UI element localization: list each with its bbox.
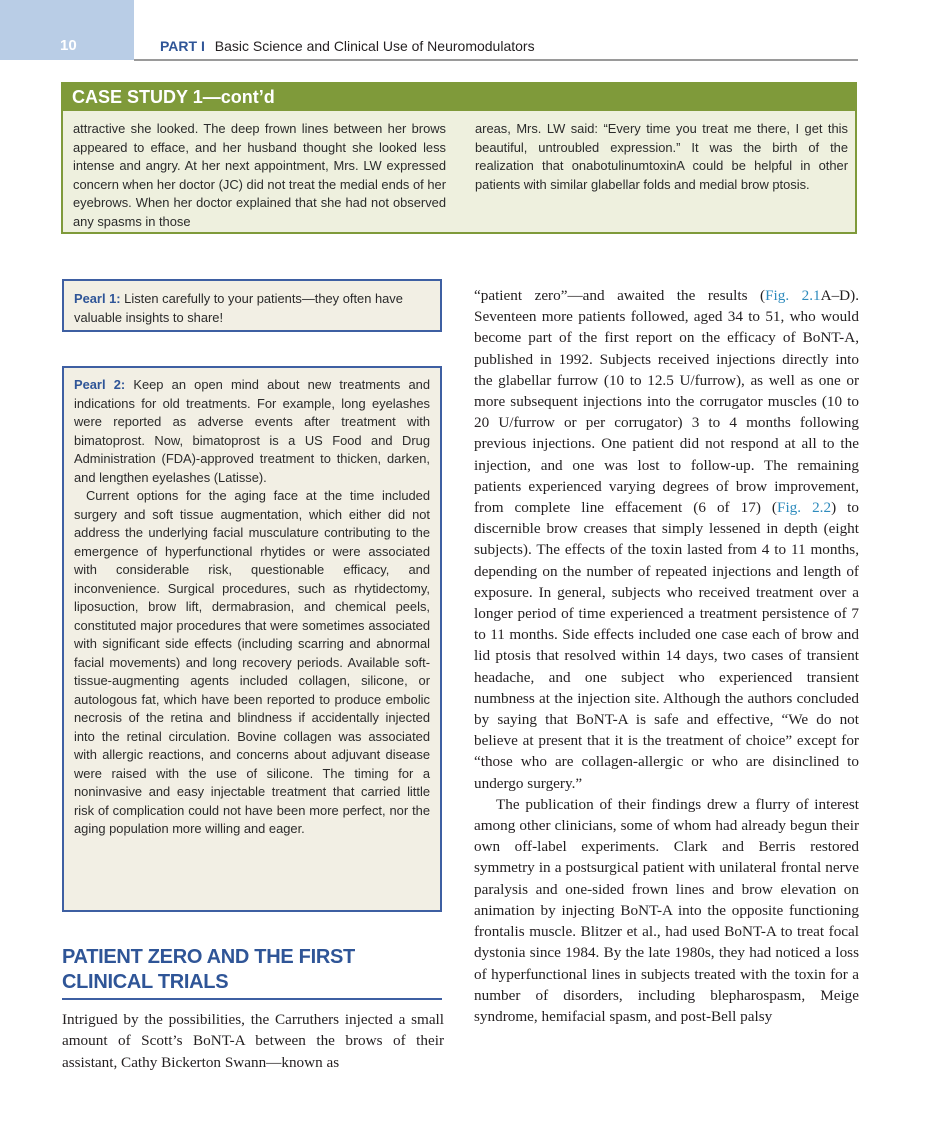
pearl-2-label: Pearl 2: — [74, 377, 126, 392]
right-p1-part-b: A–D). Seventeen more patients followed, aged 34 to 51, who would become part of the first report on the efficacy of BoNT-A, published in 1992. Subjects received injections directly into the glabellar furrow (10 to 12.5 U/furrow), as well as one or more subsequent injections into the corrugator muscles (10 to 20 U/furrow or per corrugator) 3 to 4 months following previous injections. One patient did not respond at all to the injection, and one was lost to follow-up. The remaining patients experienced varying degrees of brow improvement, from complete line effacement (6 of 17) ( — [474, 287, 859, 517]
pearl-1-text: Listen carefully to your patients—they often have valuable insights to share! — [74, 291, 403, 325]
pearl-2-box — [62, 366, 442, 912]
figure-ref-2-1[interactable]: Fig. 2.1 — [765, 287, 821, 304]
right-column-text — [474, 285, 859, 1027]
right-paragraph-2: The publication of their findings drew a flurry of interest among other clinicians, some of whom had already begun their own off-label experiments. Clark and Berris restored symmetry in a postsurgical patient with unilateral frontal nerve paralysis and one-sided frown lines and brow elevation on animation by injecting BoNT-A into the opposite functioning frontalis muscle. Blitzer et al., had used BoNT-A to treat focal dystonia since 1984. By the late 1980s, they had noticed a loss of hyperfunctional lines in subjects treated with the toxin for a number of disorders, including blepharospasm, Meige syndrome, hemifacial spasm, and post-Bell palsy — [474, 795, 859, 1025]
pearl-2-para-2: Current options for the aging face at the time included surgery and soft tissue augmentation, which either did not address the underlying facial musculature contributing to the emergence of hyperfunctional rhytides or were associated with considerable risk, questionable efficacy, and inconvenience. Surgical procedures, such as rhytidectomy, liposuction, brow lift, dermabrasion, and chemical peels, constituted major procedures that were sometimes associated with significant side effects (including scarring and abnormal facial movements) and long recovery periods. Available soft-tissue-augmenting agents included collagen, silicone, or autologous fat, which have been reported to produce embolic necrosis of the retina and blindness if accidentally injected into the retinal circulation. Bovine collagen was associated with allergic reactions, and concerns about adjuvant disease were raised with the use of silicone. The timing for a noninvasive and easy injectable treatment that carried little risk of complication could not have been more perfect, nor the aging population more willing and eager. — [74, 488, 430, 836]
section-heading: PATIENT ZERO AND THE FIRST CLINICAL TRIALS — [62, 946, 355, 993]
right-p1-part-c: ) to discernible brow creases that simply lessened in depth (eight subjects). The effects of the toxin lasted from 4 to 11 months, depending on the number of repeated injections and length of exposure. In general, subjects who received treatment over a longer period of time experienced a treatment persistence of 7 to 11 months. Side effects included one case each of brow and lid ptosis that resolved within 14 days, two cases of transient headache, and one subject who experienced transient numbness at the injection site. Although the authors concluded by saying that BoNT-A is safe and effective, “We do not believe at present that it is the treatment of choice” except for “those who are collagen-allergic or who are disinclined to undergo surgery.” — [474, 499, 859, 792]
pearl-2-para-1 — [74, 376, 430, 487]
header-rule — [134, 59, 858, 61]
figure-ref-2-2[interactable]: Fig. 2.2 — [777, 499, 832, 517]
case-study-col-1: attractive she looked. The deep frown lines between her brows appeared to efface, and her husband thought she looked less intense and angry. At her next appointment, Mrs. LW expressed concern when her doctor (JC) did not treat the medial ends of her eyebrows. When her doctor explained that she had not observed any spasms in those — [73, 121, 446, 229]
section-title: Basic Science and Clinical Use of Neuromodulators — [214, 38, 535, 54]
pearl-1-label: Pearl 1: — [74, 291, 121, 306]
page-number-tab — [0, 0, 134, 60]
right-p1-part-a: “patient zero”—and awaited the results ( — [474, 287, 766, 304]
left-body-paragraph: Intrigued by the possibilities, the Carruthers injected a small amount of Scott’s BoNT-A between the brows of their assistant, Cathy Bickerton Swann—known as — [62, 1011, 444, 1071]
running-header — [160, 38, 535, 54]
section-heading-rule — [62, 998, 442, 1000]
page-number: 10 — [60, 37, 77, 54]
part-label: PART I — [160, 38, 205, 54]
right-paragraph-1 — [474, 285, 859, 794]
pearl-1-box — [62, 279, 442, 332]
case-study-title: CASE STUDY 1—cont’d — [63, 84, 855, 111]
case-study-box — [61, 82, 857, 234]
pearl-2-text: Keep an open mind about new treatments and indications for old treatments. For example, long eyelashes were reported as adverse events after treatment with bimatoprost. Now, bimatoprost is a US Food and Drug Administration (FDA)-approved treatment to thicken, darken, and lengthen eyelashes (Latisse). — [74, 377, 431, 485]
case-study-col-2: areas, Mrs. LW said: “Every time you treat me there, I get this beautiful, untroubled expression.” It was the birth of the realization that onabotulinumtoxinA could be helpful in other patients with similar glabellar folds and medial brow ptosis. — [475, 121, 848, 192]
